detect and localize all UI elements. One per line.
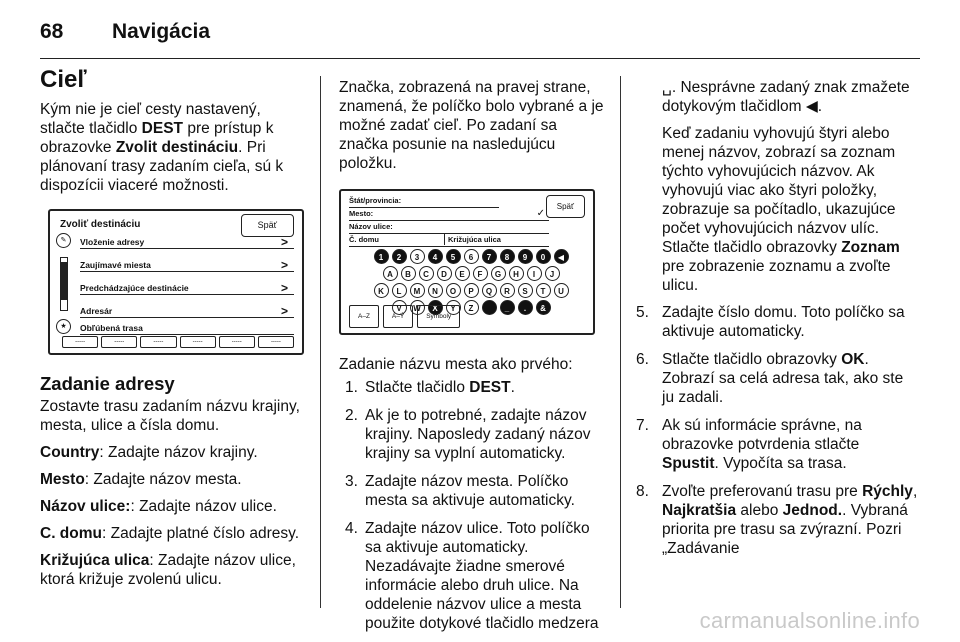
key: B [401,266,416,281]
intro-paragraph: Kým nie je cieľ cesty nastavený, stlačte tlačidlo DEST pre prístup k obrazovke Zvolit destináciu. Pri plánovaní trasy zadaním cieľa, sú k dispozícii viaceré možnosti. [40,101,284,194]
section-title: Navigácia [112,20,211,43]
step-4: 4. Zadajte názov ulice. Toto políčko sa aktivuje automaticky. Nezadávajte žiadne smerové informácie alebo druh ulice. Na oddelenie názvov ulice a mesta použite dotykové tlačidlo medzera [345,520,599,632]
field-house-number: Č. domu Križujúca ulica [349,234,549,247]
key: 2 [392,249,407,264]
field-country: Country: Zadajte názov krajiny. [40,444,258,461]
key: & [536,300,551,315]
menu-item-address: Vloženie adresy > [80,233,294,249]
key: 6 [464,249,479,264]
scrollbar [60,257,68,311]
field-street: Názov ulice: [349,221,549,234]
list-intro: Zadanie názvu mesta ako prvého: [339,356,573,373]
header-rule [40,58,920,59]
key: Q [482,283,497,298]
key: T [536,283,551,298]
key: Y [446,300,461,315]
key: M [410,283,425,298]
page-number: 68 [40,20,64,43]
menu-item-favorite-route: Obľúbená trasa [80,319,294,335]
step-1: 1. Stlačte tlačidlo DEST. [345,379,515,396]
key: 7 [482,249,497,264]
key: 0 [536,249,551,264]
mode-az-button: A–Z [349,305,379,328]
column-divider-1 [320,76,321,608]
favorite-route-icon: ★ [56,319,71,334]
key: C [419,266,434,281]
key: Z [464,300,479,315]
key: D [437,266,452,281]
key: J [545,266,560,281]
step-5: 5. Zadajte číslo domu. Toto políčko sa aktivuje automaticky. [636,304,905,340]
key: F [473,266,488,281]
step-8: 8. Zvoľte preferovanú trasu pre Rýchly, Najkratšia alebo Jednod.. Vybraná priorita pre trasu sa zvýrazní. Pozri „Zadávanie [636,483,918,557]
key: S [518,283,533,298]
key: N [428,283,443,298]
key: A [383,266,398,281]
key: K [374,283,389,298]
back-button: Späť [546,195,585,218]
destination-screen-figure [48,209,304,355]
page-header [40,20,210,44]
check-icon: ✓ [536,208,545,219]
key: H [509,266,524,281]
field-cross-street: Križujúca ulica: Zadajte názov ulice, ktorá križuje zvolenú ulicu. [40,552,296,588]
key: V [392,300,407,315]
mode-accent-button: Á–Ý [383,305,413,328]
keyboard-screen-figure [339,189,595,335]
screen-title: Zvoliť destináciu [60,219,141,230]
key: G [491,266,506,281]
menu-item-poi: Zaujímavé miesta > [80,256,294,272]
space-key [482,300,497,315]
key: X [428,300,443,315]
key: O [446,283,461,298]
watermark: carmanualsonline.info [699,608,920,633]
step-6: 6. Stlačte tlačidlo obrazovky OK. Zobrazí sa celá adresa tak, ako ste ju zadali. [636,351,904,406]
key: 3 [410,249,425,264]
key-row-a-j [353,266,589,281]
key: 4 [428,249,443,264]
key-row-k-u [353,283,589,298]
column-divider-2 [620,76,621,608]
list-paragraph: Keď zadaniu vyhovujú štyri alebo menej názvov, zobrazí sa zoznam týchto vyhovujúcich názvov. Ak vyhovujú viac ako štyri položky, zobrazuje sa počítadlo, ukazujúce počet vyhovujúcich názvov ulíc. Stlačte tlačidlo obrazovky Zoznam pre zobrazenie zoznamu a zvoľte ulicu. [662,125,900,294]
key: 5 [446,249,461,264]
subheading: Zadanie adresy [40,373,175,394]
key-row-digits [353,249,589,264]
sub-intro: Zostavte trasu zadaním názvu krajiny, mesta, ulice a čísla domu. [40,398,300,434]
key: I [527,266,542,281]
field-state: Štát/provincia: [349,195,499,208]
key: E [455,266,470,281]
section-heading: Cieľ [40,66,87,93]
menu-item-address-book: Adresár > [80,302,294,318]
key: L [392,283,407,298]
field-street: Názov ulice:: Zadajte názov ulice. [40,498,277,515]
keyboard-mode-buttons [349,305,460,328]
steps-list-2 [636,303,918,558]
column-2 [339,78,609,642]
key: _ [500,300,515,315]
key: 8 [500,249,515,264]
backspace-paragraph: ␣. Nesprávne zadaný znak zmažete dotykovým tlačidlom ◀. [662,79,910,115]
column-1 [40,66,306,597]
back-button: Späť [241,214,294,237]
field-city: Mesto: Zadajte názov mesta. [40,471,242,488]
step-2: 2. Ak je to potrebné, zadajte názov krajiny. Naposledy zadaný názov krajiny sa vyplní automaticky. [345,407,591,462]
key: U [554,283,569,298]
steps-list-1 [339,378,609,633]
bottom-bar: ----- ----- ----- ----- ----- ----- [62,336,294,348]
step-3: 3. Zadajte názov mesta. Políčko mesta sa aktivuje automaticky. [345,473,575,509]
column-3 [636,78,918,567]
field-city: Mesto: ✓ [349,208,549,221]
key: W [410,300,425,315]
key: R [500,283,515,298]
backspace-key: ◀ [554,249,569,264]
key: 1 [374,249,389,264]
key: . [518,300,533,315]
key: P [464,283,479,298]
marker-paragraph: Značka, zobrazená na pravej strane, znamená, že políčko bolo vybrané a je možné zadať cieľ. Po zadaní sa značka posunie na nasledujúcu položku. [339,79,604,172]
field-house-number: C. domu: Zadajte platné číslo adresy. [40,525,300,542]
mode-symbols-button: Symboly [417,305,460,328]
key: 9 [518,249,533,264]
step-7: 7. Ak sú informácie správne, na obrazovke potvrdenia stlačte Spustit. Vypočíta sa trasa. [636,417,862,472]
menu-item-previous: Predchádzajúce destinácie > [80,279,294,295]
address-icon: ✎ [56,233,71,248]
